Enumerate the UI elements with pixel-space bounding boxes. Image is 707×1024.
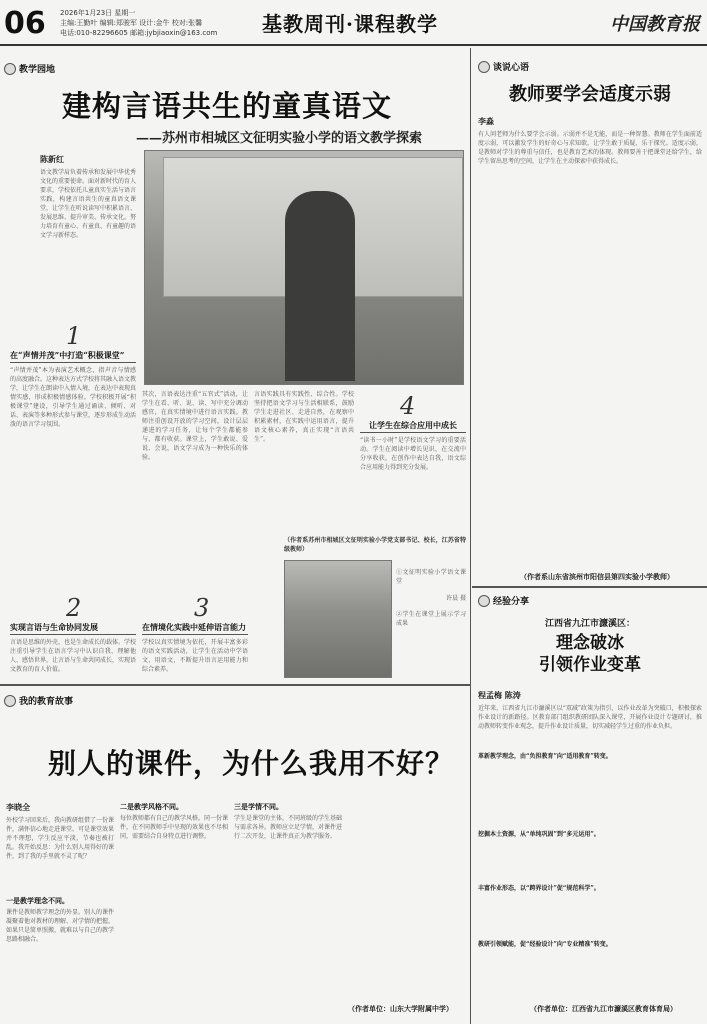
article-author: 陈新红 xyxy=(40,154,64,164)
section-label: 经验分享 xyxy=(478,594,529,607)
right-top-title: 教师要学会适度示弱 xyxy=(509,84,671,105)
story-point-2: 二是教学风格不同。 xyxy=(120,802,183,811)
story-col-d: 学生是课堂的主体，不同班级的学生基础与需求各异。教师应立足学情，对课件进行二次开发，让课件真正为教学服务。 xyxy=(234,815,342,840)
article-subtitle: ——苏州市相城区文征明实验小学的语文教学探索 xyxy=(136,131,423,146)
masthead: 基教周刊·课程教学 xyxy=(262,12,438,36)
section-icon xyxy=(478,595,490,607)
section-heading-4: 让学生在综合应用中成长 xyxy=(369,420,457,430)
story-col-c: 每位教师都有自己的教学风格。同一份课件，在不同教师手中呈现的效果也不尽相同，需要结合自身特点进行调整。 xyxy=(120,815,228,840)
article-title: 建构言语共生的童真语文 xyxy=(62,89,393,123)
section-3-text: 学校以真实情境为依托，开展丰富多彩的语文实践活动，让学生在活动中学语文、用语文，不断提升语言运用能力和综合素养。 xyxy=(142,639,248,673)
column-b-text: 其次，言语表达注重“五官式”活动，让学生在看、听、说、读、写中充分调动感官，在真实情境中进行语言实践。教师注重创设开放的学习空间，设计层层递进的学习任务，让每个学生都能参与、都有收获。课堂上，学生敢说、爱说、会说，语文学习成为一种快乐的体验。 xyxy=(142,391,248,461)
section-divider xyxy=(0,684,470,686)
issue-date: 2026年1月23日 星期一 xyxy=(60,9,136,17)
photo-caption-a: ①文征明实验小学语文课堂 xyxy=(396,569,466,585)
photo-credit: 许晨 摄 xyxy=(446,595,466,602)
column-divider xyxy=(470,48,471,1024)
student-photo xyxy=(284,560,392,678)
keypoint-1: 革新教学理念，由“负担教育”向“适用教育”转变。 xyxy=(478,753,612,760)
section-number-4: 4 xyxy=(400,392,416,420)
right-bottom-region: 江西省九江市濂溪区： xyxy=(544,619,635,629)
contact: 电话:010-82296605 邮箱:jybjiaoxin@163.com xyxy=(60,29,218,37)
page-header xyxy=(0,0,707,46)
section-heading-3: 在情境化实践中延伸语言能力 xyxy=(142,622,246,632)
rule xyxy=(360,432,466,433)
right-bottom-author: 程孟梅 陈涛 xyxy=(478,690,521,700)
rule xyxy=(142,634,248,635)
story-author: 李晓全 xyxy=(6,802,30,812)
story-col-b: 课件是教师教学理念的外显。别人的课件凝聚着他对教材的理解、对学情的把握，如果只是简单照搬，就难以与自己的教学思路相融合。 xyxy=(6,909,114,943)
right-top-byline: （作者系山东省滨州市阳信县第四实验小学教师） xyxy=(520,572,674,581)
section-2-text: 言语是思维的外壳，也是生命成长的载体。学校注重引导学生在语言学习中认识自我、理解他人、感悟世界，让言语与生命共同成长，实现语文教育的育人价值。 xyxy=(10,639,136,673)
column-c-text: 言语实践具有实践性、综合性。学校坚持把语文学习与生活相联系，鼓励学生走进社区、走进自然，在观察中积累素材，在实践中运用语言，提升语文核心素养，真正实现“言语共生”。 xyxy=(254,391,354,443)
section-4-text: “读书一小时”是学校语文学习的重要活动。学生在阅读中增长见识，在交流中分享收获，在创作中表达自我，语文综合应用能力得到充分发展。 xyxy=(360,437,466,471)
keypoint-1-text xyxy=(478,766,702,826)
section-number-1: 1 xyxy=(66,322,82,350)
section-label: 谈说心语 xyxy=(478,60,529,73)
keypoint-2: 挖掘本土资源，从“单纯巩固”到“多元运用”。 xyxy=(478,831,600,838)
right-bottom-text: 近年来，江西省九江市濂溪区以“双减”政策为指引，以作业改革为突破口，积极探索作业设计的新路径。区教育部门组织教研团队深入课堂，开展作业设计专题研讨，推动教师转变作业观念，提升作业设计质量，切实减轻学生过重的作业负担。 xyxy=(478,705,702,730)
page-number: 06 xyxy=(4,6,46,41)
story-title: 别人的课件，为什么我用不好？ xyxy=(48,747,455,780)
right-bottom-byline: （作者单位：江西省九江市濂溪区教育体育局） xyxy=(530,1004,677,1013)
section-heading-2: 实现言语与生命协同发展 xyxy=(10,622,98,632)
keypoint-2-text xyxy=(478,844,702,880)
classroom-photo xyxy=(144,150,464,385)
article-byline: （作者系苏州市相城区文征明实验小学党支部书记、校长，江苏省特级教师） xyxy=(284,537,466,553)
story-point-3: 三是学情不同。 xyxy=(234,802,283,811)
section-label: 我的教育故事 xyxy=(4,694,73,707)
newspaper-brand: 中国教育报 xyxy=(610,14,700,35)
story-byline: （作者单位：山东大学附属中学） xyxy=(348,1004,453,1013)
teacher-figure xyxy=(285,191,355,381)
photo-caption-b: ②学生在课堂上展示学习成果 xyxy=(396,611,466,627)
keypoint-4: 教研引领赋能，促“经验设计”向“专业精准”转变。 xyxy=(478,941,612,948)
keypoint-3-text xyxy=(478,898,702,936)
keypoint-4-text xyxy=(478,954,702,998)
right-bottom-title-line-2: 引领作业变革 xyxy=(539,655,641,675)
section-icon xyxy=(4,63,16,75)
section-1-text: “声情并茂”本为表演艺术概念，指声音与情感的高度融合。这种表达方式学校将其融入语文教学，让学生在朗读中入情入境，在表达中表现真情实感，形成积极情感体验。学校积极开展“积极课堂”建设，引导学生通过诵读、倾听、对话、表演等多种形式参与课堂，逐步形成生动活泼的语言学习氛围。 xyxy=(10,367,136,428)
article-intro: 语文教学肩负着传承和发展中华优秀文化的重要使命。面对新时代的育人要求，学校依托儿童真实生活与语言实践，构建言语共生的童真语文课堂，让学生在听说读写中积累语言、发展思维、提升审美、传承文化，努力培育有童心、有童真、有童趣的语文学习新样态。 xyxy=(40,169,136,239)
editors: 主编:王勤叶 编辑:郑骏军 设计:金牛 校对:张馨 xyxy=(60,19,203,27)
section-heading-1: 在“声情并茂”中打造“积极课堂” xyxy=(10,350,125,360)
right-top-text: 有人问老师为什么要学会示弱。示弱并不是无能，而是一种智慧。教师在学生面前适度示弱，可以激发学生的好奇心与求知欲，让学生敢于质疑、乐于探究。适度示弱，是教师对学生的尊重与信任，也是教育艺术的体现。教师要善于把课堂还给学生，给学生留出思考的空间，让学生在主动探索中获得成长。 xyxy=(478,131,702,165)
section-label: 教学园地 xyxy=(4,62,55,75)
keypoint-3: 丰富作业形态，以“跨界设计”促“规范科学”。 xyxy=(478,885,600,892)
section-number-2: 2 xyxy=(66,594,82,622)
right-top-author: 李淼 xyxy=(478,116,494,126)
rule xyxy=(10,634,136,635)
section-icon xyxy=(478,61,490,73)
right-bottom-title-line-1: 理念破冰 xyxy=(556,633,624,653)
section-number-3: 3 xyxy=(194,594,210,622)
story-col-e xyxy=(348,802,464,992)
page-meta xyxy=(60,8,260,38)
rule xyxy=(10,362,136,363)
section-divider xyxy=(472,586,707,588)
story-point-1: 一是教学理念不同。 xyxy=(6,896,69,905)
section-icon xyxy=(4,695,16,707)
story-col-a: 外校学习回来后，我向教研组借了一份课件，满怀信心地走进课堂。可是课堂效果并不理想，学生反应平淡，节奏也被打乱。我开始反思：为什么别人用得好的课件，到了我的手里就不灵了呢？ xyxy=(6,817,114,860)
